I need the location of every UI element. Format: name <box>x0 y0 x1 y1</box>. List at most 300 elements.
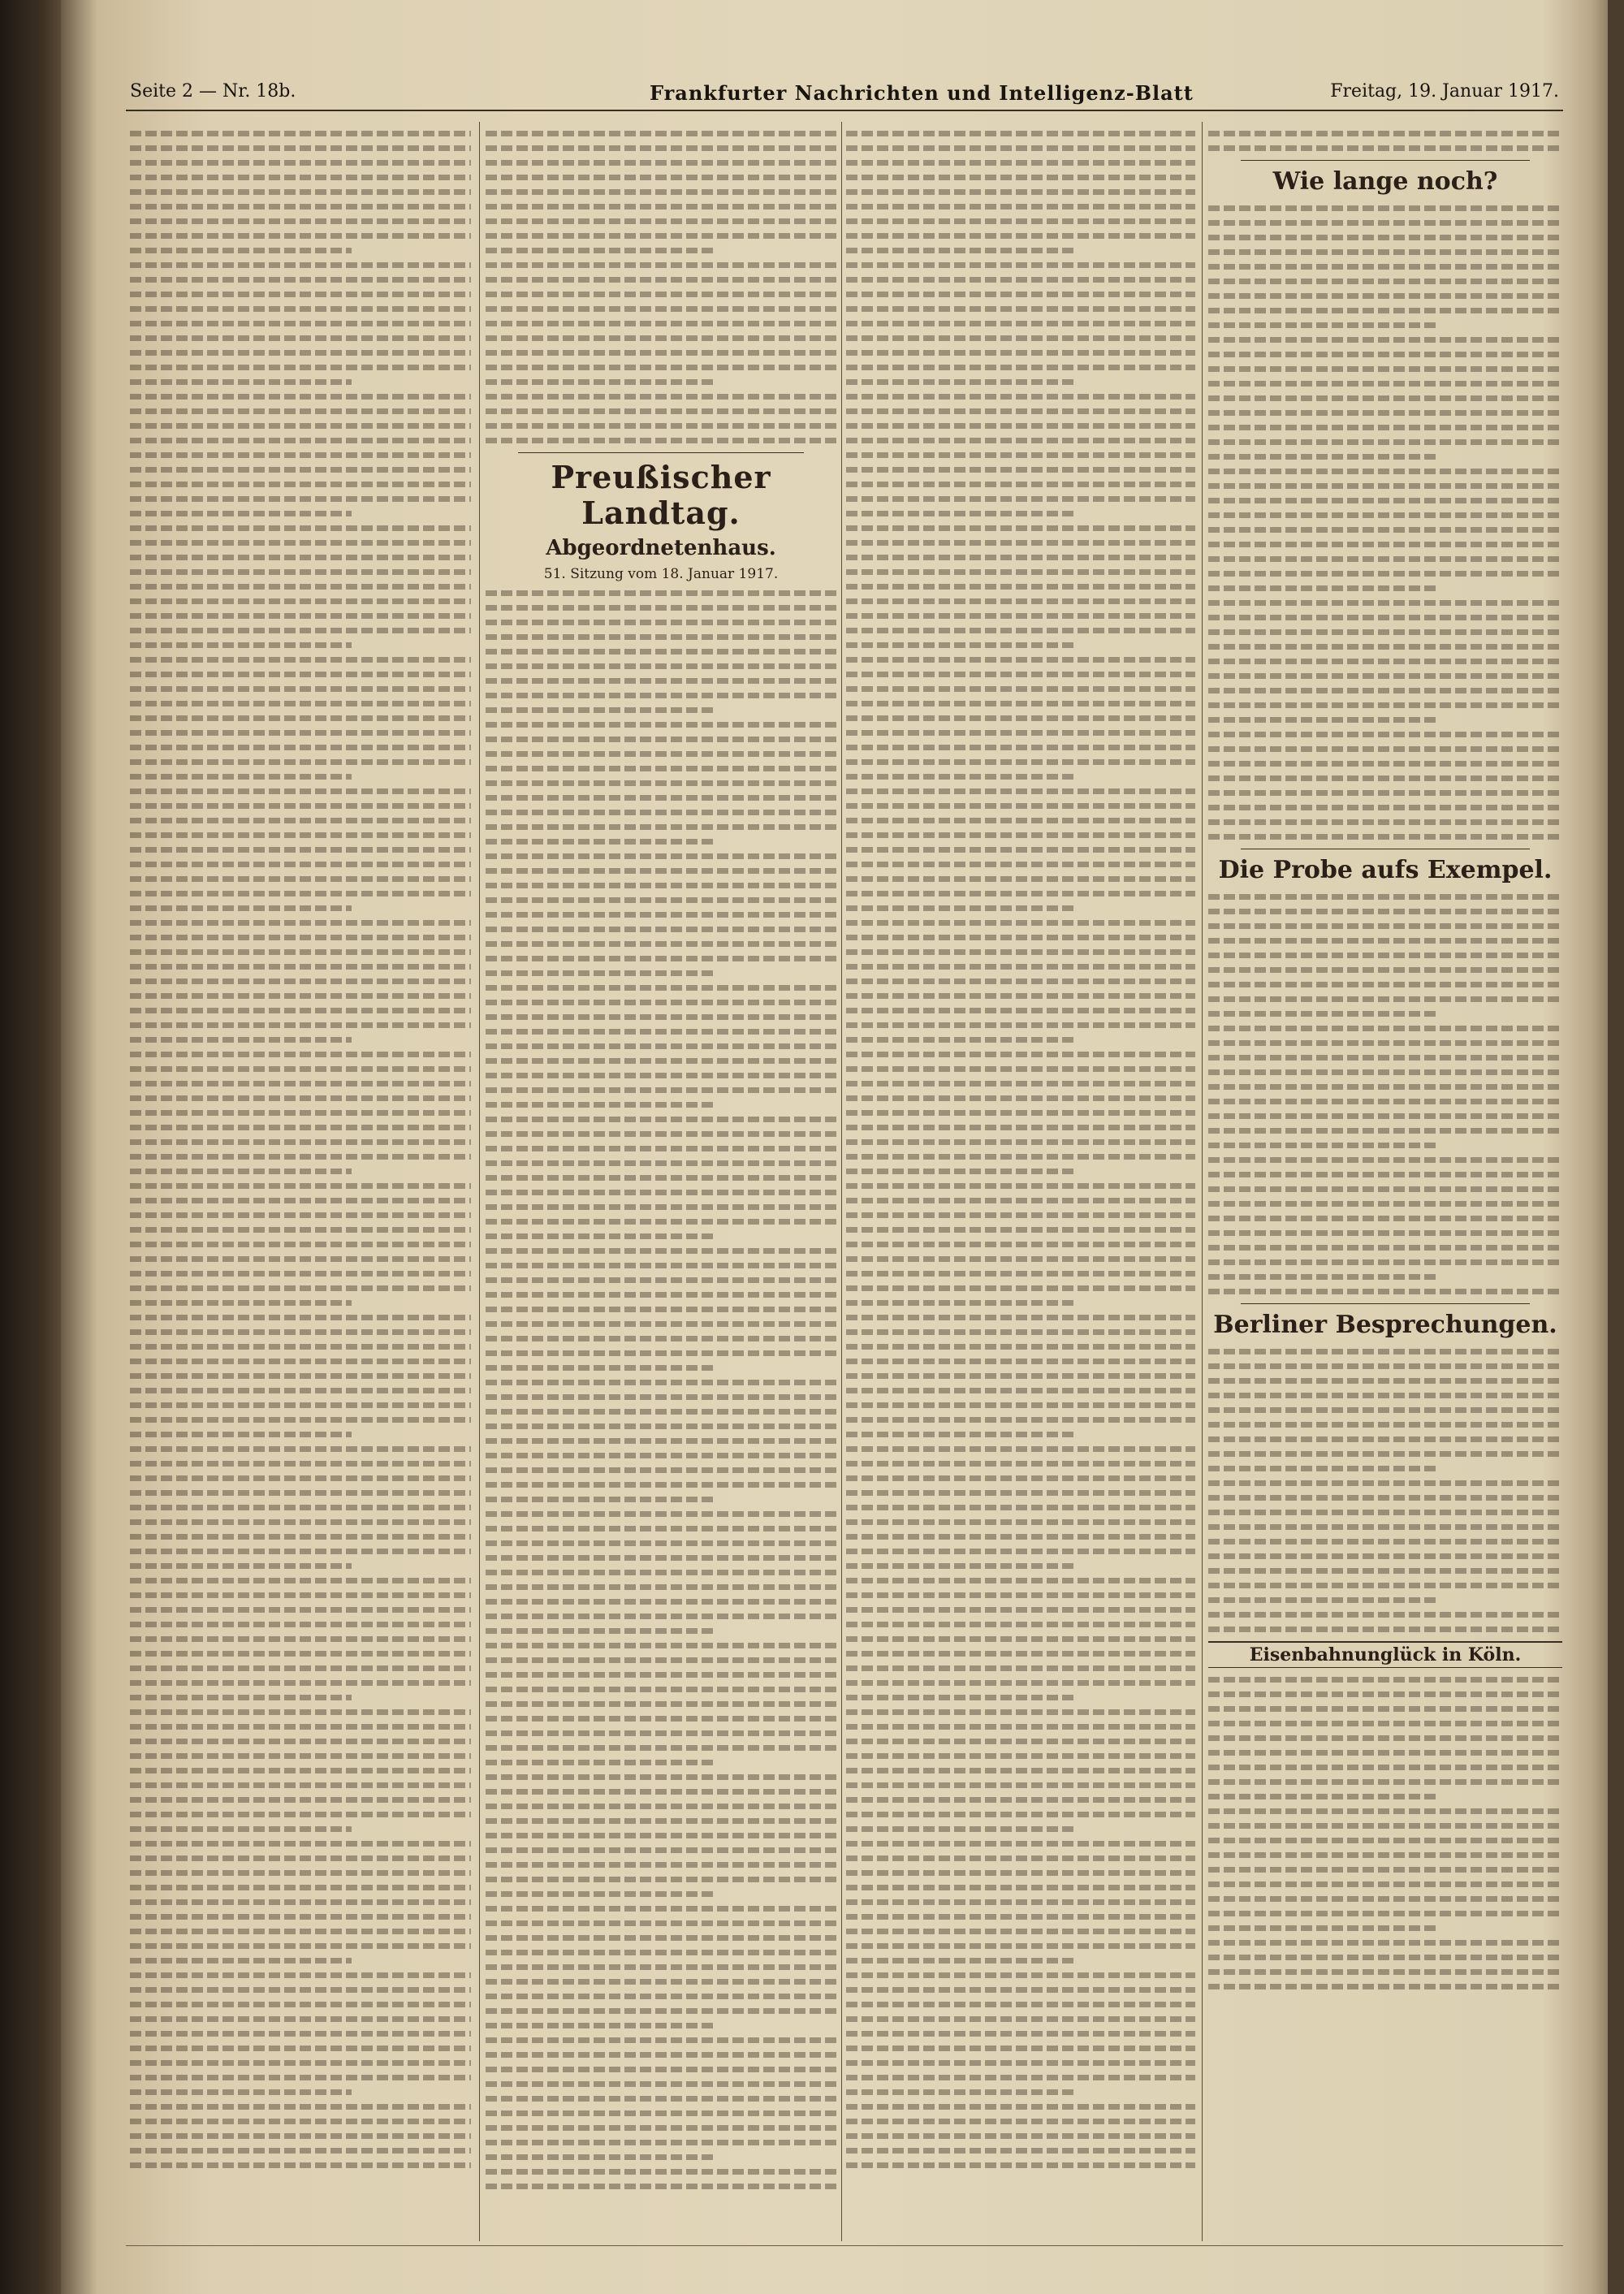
column-rule <box>479 122 480 2241</box>
text-line-placeholder <box>130 1402 471 1408</box>
text-line-placeholder <box>486 1789 836 1795</box>
text-line-placeholder <box>486 1423 836 1429</box>
text-line-placeholder <box>1208 629 1562 635</box>
text-line-placeholder <box>486 1672 836 1678</box>
text-line-placeholder <box>846 511 1073 516</box>
text-line-placeholder <box>486 1175 836 1181</box>
text-line-placeholder <box>846 1402 1195 1408</box>
text-line-placeholder <box>1208 1794 1438 1799</box>
text-line-placeholder <box>1208 1881 1562 1887</box>
text-line-placeholder <box>486 1453 836 1458</box>
text-line-placeholder <box>1208 819 1562 825</box>
text-line-placeholder <box>1208 746 1562 752</box>
text-line-placeholder <box>846 1768 1195 1773</box>
text-lines <box>1208 205 1562 840</box>
text-line-placeholder <box>846 672 1195 677</box>
text-line-placeholder <box>1208 1984 1562 1989</box>
article-subtitle: Abgeordnetenhaus. <box>546 536 776 560</box>
text-line-placeholder <box>130 891 471 896</box>
text-line-placeholder <box>1208 644 1562 650</box>
divider <box>1241 1303 1530 1304</box>
text-line-placeholder <box>130 1856 471 1861</box>
text-line-placeholder <box>486 1117 836 1122</box>
text-line-placeholder <box>130 1344 471 1350</box>
text-line-placeholder <box>846 1987 1195 1993</box>
text-line-placeholder <box>1208 1597 1438 1603</box>
header-rule <box>126 110 1563 111</box>
text-line-placeholder <box>1208 483 1562 489</box>
text-line-placeholder <box>130 949 471 955</box>
text-line-placeholder <box>846 1271 1195 1277</box>
text-line-placeholder <box>846 1592 1195 1598</box>
text-line-placeholder <box>486 1526 836 1531</box>
text-line-placeholder <box>846 905 1073 911</box>
text-line-placeholder <box>130 672 471 677</box>
text-line-placeholder <box>846 525 1195 531</box>
text-line-placeholder <box>846 1081 1195 1087</box>
text-line-placeholder <box>486 1599 836 1605</box>
text-line-placeholder <box>130 1782 471 1788</box>
text-line-placeholder <box>130 1125 471 1130</box>
text-line-placeholder <box>486 1087 836 1093</box>
text-line-placeholder <box>846 189 1195 195</box>
text-line-placeholder <box>130 1534 471 1540</box>
footer-rule <box>126 2245 1563 2246</box>
column-3 <box>846 122 1195 2233</box>
text-line-placeholder <box>486 620 836 625</box>
text-line-placeholder <box>846 1052 1195 1057</box>
text-line-placeholder <box>846 1797 1195 1803</box>
text-line-placeholder <box>486 248 714 253</box>
text-line-placeholder <box>846 555 1195 560</box>
text-line-placeholder <box>130 321 471 326</box>
text-line-placeholder <box>486 2140 836 2145</box>
text-line-placeholder <box>130 628 471 633</box>
text-line-placeholder <box>1208 498 1562 503</box>
text-line-placeholder <box>1208 1055 1562 1061</box>
text-line-placeholder <box>1208 1925 1438 1931</box>
text-line-placeholder <box>1208 1495 1562 1501</box>
text-line-placeholder <box>1208 1539 1562 1544</box>
text-line-placeholder <box>846 452 1195 458</box>
text-line-placeholder <box>486 590 836 596</box>
text-line-placeholder <box>130 1329 471 1335</box>
text-line-placeholder <box>846 379 1073 385</box>
session-dateline: 51. Sitzung vom 18. Januar 1917. <box>543 566 779 582</box>
text-line-placeholder <box>846 1300 1073 1306</box>
text-line-placeholder <box>130 2162 471 2168</box>
text-line-placeholder <box>486 634 836 640</box>
article-title: Die Probe aufs Exempel. <box>1218 856 1553 884</box>
text-line-placeholder <box>846 1695 1073 1700</box>
text-line-placeholder <box>130 1709 471 1715</box>
text-line-placeholder <box>486 1131 836 1137</box>
text-line-placeholder <box>486 912 836 918</box>
text-line-placeholder <box>130 2104 471 2110</box>
text-line-placeholder <box>1208 235 1562 240</box>
text-line-placeholder <box>1208 996 1562 1002</box>
text-line-placeholder <box>846 730 1195 736</box>
divider <box>1241 160 1530 161</box>
text-line-placeholder <box>486 1818 836 1824</box>
text-line-placeholder <box>486 1365 714 1371</box>
text-line-placeholder <box>130 277 471 283</box>
text-line-placeholder <box>846 788 1195 794</box>
text-line-placeholder <box>486 1964 836 1970</box>
text-line-placeholder <box>1208 1706 1562 1712</box>
text-line-placeholder <box>130 715 471 721</box>
text-line-placeholder <box>486 1307 836 1312</box>
text-line-placeholder <box>486 1102 714 1108</box>
text-line-placeholder <box>1208 571 1562 577</box>
text-line-placeholder <box>846 847 1195 853</box>
text-line-placeholder <box>486 394 836 400</box>
text-line-placeholder <box>486 350 836 356</box>
text-line-placeholder <box>1208 1274 1438 1280</box>
text-line-placeholder <box>486 956 836 961</box>
text-line-placeholder <box>846 1782 1195 1788</box>
text-line-placeholder <box>486 663 836 669</box>
text-line-placeholder <box>130 1227 471 1233</box>
text-line-placeholder <box>846 876 1195 882</box>
text-line-placeholder <box>486 1804 836 1809</box>
text-line-placeholder <box>486 985 836 991</box>
text-line-placeholder <box>130 774 352 780</box>
text-line-placeholder <box>1208 527 1562 533</box>
text-line-placeholder <box>130 1739 471 1744</box>
article-title: Preußischer Landtag. <box>551 459 771 531</box>
text-line-placeholder <box>486 1336 836 1341</box>
text-line-placeholder <box>486 1877 836 1882</box>
text-line-placeholder <box>846 1636 1195 1642</box>
text-line-placeholder <box>130 1417 471 1423</box>
text-line-placeholder <box>130 788 471 794</box>
text-line-placeholder <box>130 1052 471 1057</box>
text-line-placeholder <box>130 1563 352 1569</box>
text-line-placeholder <box>1208 953 1562 958</box>
text-line-placeholder <box>130 584 471 590</box>
text-line-placeholder <box>1208 556 1562 562</box>
text-line-placeholder <box>486 1701 836 1707</box>
text-line-placeholder <box>846 584 1195 590</box>
text-line-placeholder <box>130 569 471 575</box>
text-line-placeholder <box>486 795 836 801</box>
text-line-placeholder <box>486 2023 714 2028</box>
text-line-placeholder <box>130 423 471 429</box>
text-line-placeholder <box>846 1724 1195 1730</box>
text-line-placeholder <box>130 1505 471 1510</box>
text-line-placeholder <box>846 1870 1195 1876</box>
text-line-placeholder <box>1208 1099 1562 1104</box>
text-line-placeholder <box>130 160 471 166</box>
text-line-placeholder <box>130 979 471 984</box>
text-line-placeholder <box>130 598 471 604</box>
text-line-placeholder <box>1208 1069 1562 1075</box>
text-line-placeholder <box>486 1350 836 1356</box>
text-line-placeholder <box>846 1242 1195 1247</box>
text-line-placeholder <box>130 818 471 823</box>
text-line-placeholder <box>846 1008 1195 1013</box>
text-line-placeholder <box>130 1446 471 1452</box>
text-line-placeholder <box>130 1183 471 1189</box>
text-line-placeholder <box>846 1885 1195 1890</box>
text-line-placeholder <box>130 233 471 239</box>
text-line-placeholder <box>1208 615 1562 620</box>
text-line-placeholder <box>846 1914 1195 1920</box>
text-line-placeholder <box>846 1958 1073 1964</box>
text-line-placeholder <box>486 868 836 874</box>
text-line-placeholder <box>846 1329 1195 1335</box>
text-line-placeholder <box>486 1248 836 1254</box>
text-line-placeholder <box>1208 220 1562 226</box>
text-line-placeholder <box>1208 1852 1562 1858</box>
text-line-placeholder <box>130 964 471 970</box>
text-line-placeholder <box>1208 1084 1562 1090</box>
text-line-placeholder <box>486 678 836 684</box>
text-line-placeholder <box>846 1929 1195 1934</box>
text-line-placeholder <box>486 175 836 180</box>
article-title: Wie lange noch? <box>1272 167 1498 196</box>
text-line-placeholder <box>486 1570 836 1575</box>
text-line-placeholder <box>1208 1779 1562 1785</box>
text-line-placeholder <box>1208 894 1562 900</box>
text-line-placeholder <box>486 1906 836 1912</box>
text-line-placeholder <box>486 1614 836 1619</box>
text-line-placeholder <box>846 175 1195 180</box>
text-line-placeholder <box>846 467 1195 473</box>
text-line-placeholder <box>130 1169 352 1174</box>
text-line-placeholder <box>1208 1627 1562 1632</box>
text-line-placeholder <box>486 365 836 370</box>
text-line-placeholder <box>846 306 1195 312</box>
text-line-placeholder <box>130 1724 471 1730</box>
text-line-placeholder <box>1208 1896 1562 1902</box>
text-line-placeholder <box>130 1271 471 1277</box>
text-line-placeholder <box>1208 1422 1562 1428</box>
text-line-placeholder <box>486 233 836 239</box>
text-line-placeholder <box>486 292 836 297</box>
text-line-placeholder <box>130 511 352 516</box>
text-line-placeholder <box>846 686 1195 692</box>
text-line-placeholder <box>486 1687 836 1692</box>
text-line-placeholder <box>1208 1583 1562 1588</box>
text-line-placeholder <box>486 1935 836 1941</box>
text-line-placeholder <box>486 1058 836 1064</box>
text-line-placeholder <box>846 408 1195 414</box>
text-line-placeholder <box>846 1285 1195 1291</box>
text-line-placeholder <box>130 379 352 385</box>
text-line-placeholder <box>846 715 1195 721</box>
text-line-placeholder <box>846 1432 1073 1437</box>
text-line-placeholder <box>130 832 471 838</box>
text-line-placeholder <box>130 1812 471 1817</box>
text-line-placeholder <box>846 2016 1195 2022</box>
text-line-placeholder <box>1208 1113 1562 1119</box>
text-line-placeholder <box>1208 717 1438 723</box>
text-line-placeholder <box>1208 1940 1562 1946</box>
text-line-placeholder <box>130 1154 471 1160</box>
text-lines <box>846 131 1195 2168</box>
text-line-placeholder <box>1208 1677 1562 1683</box>
text-line-placeholder <box>486 1628 714 1634</box>
text-line-placeholder <box>130 2031 471 2037</box>
text-line-placeholder <box>486 438 836 443</box>
text-line-placeholder <box>486 1073 836 1078</box>
text-line-placeholder <box>130 1212 471 1218</box>
text-line-placeholder <box>130 1095 471 1101</box>
text-line-placeholder <box>486 824 836 830</box>
text-line-placeholder <box>130 920 471 926</box>
text-line-placeholder <box>130 292 471 297</box>
text-line-placeholder <box>1208 1735 1562 1741</box>
text-lines <box>1208 1677 1562 1989</box>
text-line-placeholder <box>1208 659 1562 664</box>
text-line-placeholder <box>130 1139 471 1145</box>
text-line-placeholder <box>1208 673 1562 679</box>
text-line-placeholder <box>130 657 471 663</box>
text-line-placeholder <box>846 2060 1195 2066</box>
text-line-placeholder <box>486 131 836 136</box>
text-line-placeholder <box>1208 1612 1562 1618</box>
page-header <box>130 81 1559 114</box>
text-line-placeholder <box>130 1929 471 1934</box>
text-line-placeholder <box>130 1826 352 1832</box>
text-line-placeholder <box>486 1043 836 1049</box>
text-line-placeholder <box>846 394 1195 400</box>
text-line-placeholder <box>130 2119 471 2124</box>
text-line-placeholder <box>846 1943 1195 1949</box>
text-line-placeholder <box>1208 425 1562 430</box>
text-line-placeholder <box>846 2148 1195 2154</box>
text-line-placeholder <box>130 1315 471 1320</box>
text-line-placeholder <box>846 1505 1195 1510</box>
text-line-placeholder <box>130 145 471 151</box>
text-line-placeholder <box>130 540 471 546</box>
text-line-placeholder <box>130 1388 471 1393</box>
text-line-placeholder <box>846 759 1195 765</box>
text-line-placeholder <box>846 979 1195 984</box>
text-line-placeholder <box>846 1563 1073 1569</box>
text-line-placeholder <box>846 2031 1195 2037</box>
text-line-placeholder <box>130 613 471 619</box>
text-line-placeholder <box>486 605 836 611</box>
text-line-placeholder <box>1208 542 1562 547</box>
text-line-placeholder <box>1208 410 1562 416</box>
text-line-placeholder <box>1208 337 1562 343</box>
text-line-placeholder <box>846 1446 1195 1452</box>
text-line-placeholder <box>130 862 471 867</box>
text-line-placeholder <box>846 1066 1195 1072</box>
text-line-placeholder <box>486 722 836 728</box>
text-line-placeholder <box>486 737 836 742</box>
text-line-placeholder <box>846 774 1073 780</box>
text-line-placeholder <box>130 1022 471 1028</box>
text-line-placeholder <box>130 394 471 400</box>
text-line-placeholder <box>130 745 471 750</box>
text-line-placeholder <box>846 818 1195 823</box>
text-line-placeholder <box>1208 1524 1562 1530</box>
text-line-placeholder <box>486 1643 836 1648</box>
text-line-placeholder <box>486 145 836 151</box>
text-line-placeholder <box>130 1768 471 1773</box>
text-line-placeholder <box>486 1994 836 1999</box>
text-line-placeholder <box>130 1373 471 1379</box>
text-line-placeholder <box>130 1242 471 1247</box>
text-line-placeholder <box>130 175 471 180</box>
text-line-placeholder <box>130 876 471 882</box>
text-line-placeholder <box>1208 1143 1438 1148</box>
text-line-placeholder <box>1208 1407 1562 1413</box>
text-line-placeholder <box>486 321 836 326</box>
text-line-placeholder <box>130 482 471 487</box>
text-line-placeholder <box>846 1110 1195 1116</box>
text-line-placeholder <box>1208 1750 1562 1756</box>
text-line-placeholder <box>486 1774 836 1780</box>
text-line-placeholder <box>846 1622 1195 1627</box>
text-line-placeholder <box>486 335 836 341</box>
text-line-placeholder <box>486 379 714 385</box>
text-line-placeholder <box>486 693 836 698</box>
text-line-placeholder <box>486 2008 836 2014</box>
text-line-placeholder <box>486 1000 836 1005</box>
text-line-placeholder <box>486 1160 836 1166</box>
text-line-placeholder <box>486 189 836 195</box>
text-line-placeholder <box>486 1979 836 1985</box>
text-line-placeholder <box>846 949 1195 955</box>
text-line-placeholder <box>486 853 836 859</box>
text-line-placeholder <box>1208 1186 1562 1192</box>
text-line-placeholder <box>1208 834 1562 840</box>
text-line-placeholder <box>846 350 1195 356</box>
text-line-placeholder <box>846 1461 1195 1467</box>
text-line-placeholder <box>846 1607 1195 1613</box>
text-line-placeholder <box>130 935 471 940</box>
text-line-placeholder <box>130 1622 471 1627</box>
text-line-placeholder <box>1208 982 1562 987</box>
text-line-placeholder <box>846 1388 1195 1393</box>
text-line-placeholder <box>846 1739 1195 1744</box>
text-line-placeholder <box>130 1475 471 1481</box>
text-line-placeholder <box>130 1432 352 1437</box>
text-line-placeholder <box>486 1950 836 1955</box>
text-line-placeholder <box>846 598 1195 604</box>
text-line-placeholder <box>486 1467 836 1473</box>
text-line-placeholder <box>130 1037 352 1043</box>
text-line-placeholder <box>486 1409 836 1415</box>
text-line-placeholder <box>486 1219 836 1225</box>
text-line-placeholder <box>486 262 836 268</box>
text-line-placeholder <box>486 2169 836 2175</box>
text-line-placeholder <box>130 1797 471 1803</box>
text-line-placeholder <box>130 467 471 473</box>
text-line-placeholder <box>486 2110 836 2116</box>
text-lines <box>130 131 471 2168</box>
text-line-placeholder <box>1208 1691 1562 1697</box>
text-line-placeholder <box>1208 352 1562 357</box>
text-line-placeholder <box>846 1315 1195 1320</box>
text-line-placeholder <box>1208 688 1562 693</box>
text-line-placeholder <box>1208 322 1438 328</box>
text-line-placeholder <box>846 1549 1195 1554</box>
text-line-placeholder <box>130 1943 471 1949</box>
text-line-placeholder <box>486 1438 836 1444</box>
text-line-placeholder <box>130 993 471 999</box>
text-line-placeholder <box>486 1190 836 1195</box>
text-line-placeholder <box>1208 279 1562 284</box>
text-line-placeholder <box>486 306 836 312</box>
text-line-placeholder <box>130 350 471 356</box>
text-line-placeholder <box>846 1665 1195 1671</box>
